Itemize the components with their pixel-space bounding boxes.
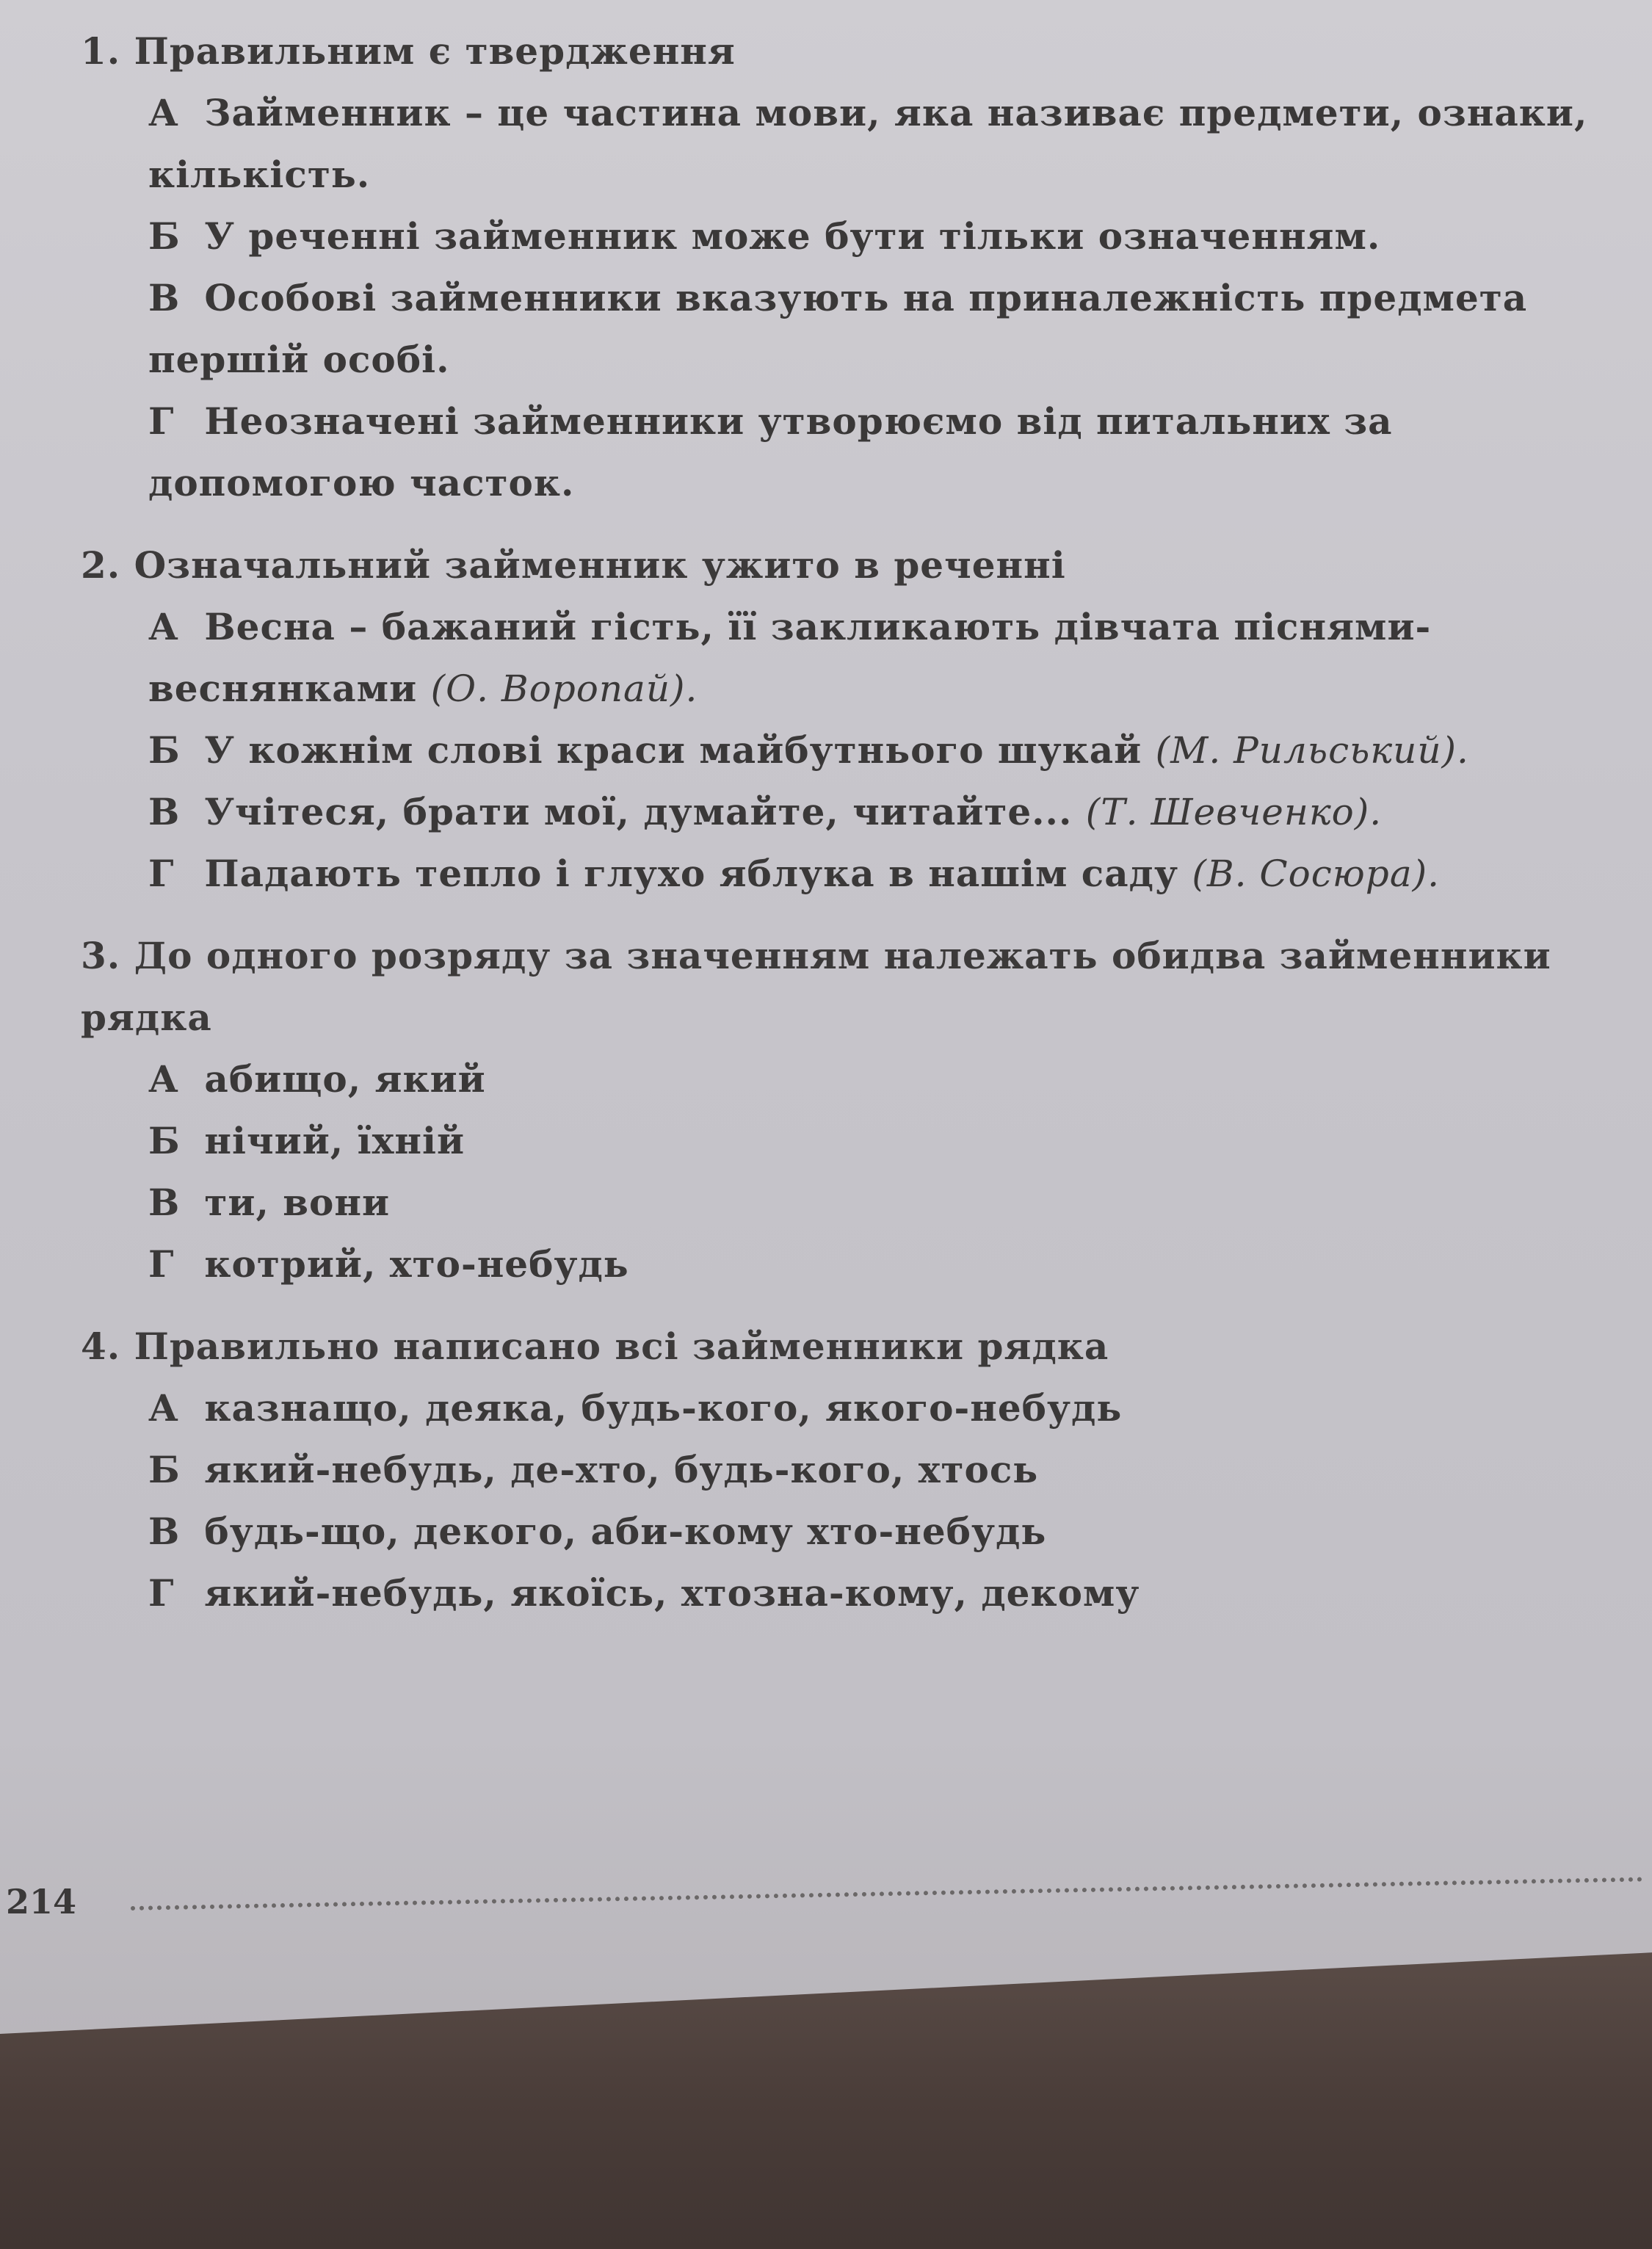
page-number: 214 (6, 1882, 77, 1922)
option-text: котрий, хто-небудь (204, 1242, 629, 1286)
answer-option (81, 1049, 1615, 1110)
option-letter: А (148, 1057, 179, 1101)
question-prompt: До одного розряду за значенням належать обидва займенники рядка (81, 934, 1551, 1039)
page-footer (6, 1880, 1643, 1931)
option-letter: Г (148, 1242, 175, 1286)
answer-option (81, 82, 1615, 206)
answer-option (81, 1562, 1615, 1624)
option-citation: (В. Сосюра). (1192, 852, 1441, 895)
question-2 (81, 535, 1615, 905)
answer-option (81, 1377, 1615, 1439)
option-text: Весна – бажаний гість, її закликають дівчата піснями-веснянками (148, 605, 1432, 710)
option-letter: Б (148, 214, 181, 258)
question-prompt: Правильно написано всі займенники рядка (134, 1325, 1109, 1368)
option-text: будь-що, декого, аби-кому хто-небудь (204, 1510, 1047, 1553)
page-content (81, 21, 1615, 1645)
question-heading (81, 1316, 1615, 1377)
option-text: казнащо, деяка, будь-кого, якого-небудь (204, 1386, 1123, 1430)
option-text: ти, вони (204, 1181, 391, 1224)
option-letter: А (148, 605, 179, 648)
answer-option (81, 1110, 1615, 1172)
answer-option (81, 1439, 1615, 1501)
option-letter: А (148, 1386, 179, 1430)
option-letter: А (148, 91, 179, 134)
question-1 (81, 21, 1615, 514)
question-prompt: Правильним є твердження (134, 29, 736, 73)
question-heading (81, 925, 1615, 1049)
option-citation: (О. Воропай). (430, 667, 698, 710)
option-text: Особові займенники вказують на приналежність предмета першій особі. (148, 276, 1528, 381)
answer-option (81, 1234, 1615, 1295)
option-text: Падають тепло і глухо яблука в нашім саду (204, 852, 1178, 895)
option-text: який-небудь, де-хто, будь-кого, хтось (204, 1448, 1039, 1491)
option-letter: Г (148, 1571, 175, 1615)
question-3 (81, 925, 1615, 1295)
option-text: У реченні займенник може бути тільки означенням. (204, 214, 1381, 258)
option-letter: Б (148, 1119, 181, 1162)
question-number: 2. (81, 543, 121, 587)
answer-option (81, 781, 1615, 843)
answer-option (81, 843, 1615, 905)
dotted-rule (131, 1877, 1643, 1911)
question-number: 4. (81, 1325, 121, 1368)
answer-option (81, 267, 1615, 391)
question-prompt: Означальний займенник ужито в реченні (134, 543, 1066, 587)
option-letter: Б (148, 728, 181, 772)
option-text: Неозначені займенники утворюємо від питальних за допомогою часток. (148, 399, 1393, 504)
option-letter: Г (148, 852, 175, 895)
option-letter: В (148, 276, 181, 319)
question-heading (81, 535, 1615, 596)
option-text: У кожнім слові краси майбутнього шукай (204, 728, 1142, 772)
answer-option (81, 391, 1615, 514)
answer-option (81, 206, 1615, 267)
option-text: який-небудь, якоїсь, хтозна-кому, декому (204, 1571, 1140, 1615)
answer-option (81, 596, 1615, 720)
answer-option (81, 1501, 1615, 1562)
option-citation: (Т. Шевченко). (1085, 791, 1383, 833)
question-4 (81, 1316, 1615, 1624)
option-letter: В (148, 790, 181, 833)
answer-option (81, 720, 1615, 781)
option-citation: (М. Рильський). (1155, 729, 1469, 772)
option-text: Учітеся, брати мої, думайте, читайте... (204, 790, 1073, 833)
option-text: нічий, їхній (204, 1119, 465, 1162)
option-text: абищо, який (204, 1057, 486, 1101)
question-number: 1. (81, 29, 121, 73)
option-letter: В (148, 1510, 181, 1553)
question-number: 3. (81, 934, 121, 977)
question-heading (81, 21, 1615, 82)
option-letter: Б (148, 1448, 181, 1491)
answer-option (81, 1172, 1615, 1234)
option-letter: В (148, 1181, 181, 1224)
option-text: Займенник – це частина мови, яка називає предмети, ознаки, кількість. (148, 91, 1588, 196)
option-letter: Г (148, 399, 175, 443)
